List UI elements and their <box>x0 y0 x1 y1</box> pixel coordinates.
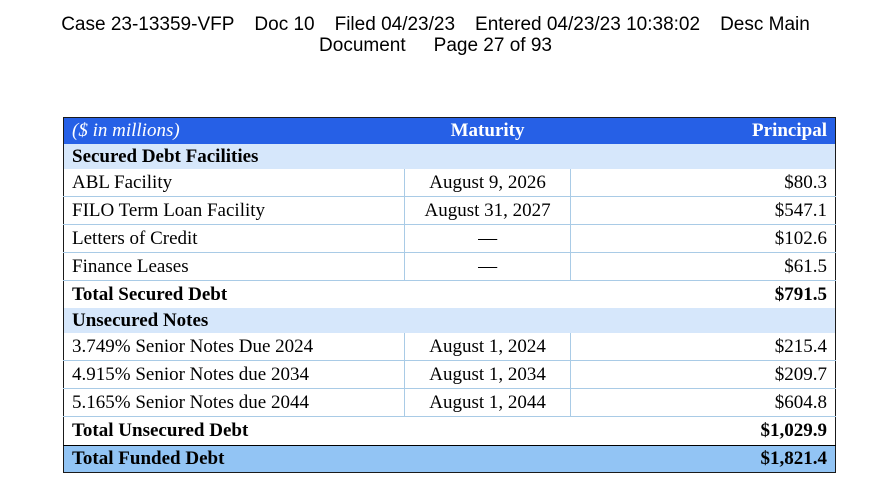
debt-name: FILO Term Loan Facility <box>64 197 405 225</box>
filing-header <box>0 14 871 56</box>
section-title-secured: Secured Debt Facilities <box>64 144 836 169</box>
table-row <box>64 197 836 225</box>
debt-name: 3.749% Senior Notes Due 2024 <box>64 333 405 361</box>
table-row <box>64 389 836 417</box>
debt-principal: $209.7 <box>570 361 835 389</box>
debt-maturity: — <box>405 253 570 281</box>
debt-principal: $80.3 <box>570 169 835 197</box>
total-label-secured: Total Secured Debt <box>64 281 405 309</box>
column-header-units: ($ in millions) <box>64 118 405 145</box>
total-row-secured <box>64 281 836 309</box>
total-blank <box>405 417 570 446</box>
debt-name: 4.915% Senior Notes due 2034 <box>64 361 405 389</box>
debt-maturity: August 1, 2044 <box>405 389 570 417</box>
table-row <box>64 361 836 389</box>
document-label: Document <box>319 35 406 56</box>
table-row <box>64 225 836 253</box>
table-row <box>64 333 836 361</box>
section-row-unsecured <box>64 308 836 333</box>
debt-maturity: August 9, 2026 <box>405 169 570 197</box>
doc-number: Doc 10 <box>254 14 315 35</box>
debt-principal: $102.6 <box>570 225 835 253</box>
grand-total-blank <box>405 446 570 473</box>
debt-maturity: — <box>405 225 570 253</box>
filing-header-line-2 <box>0 35 871 56</box>
table-header-row <box>64 118 836 145</box>
debt-name: 5.165% Senior Notes due 2044 <box>64 389 405 417</box>
case-number: Case 23-13359-VFP <box>61 14 235 35</box>
filed-date: Filed 04/23/23 <box>334 14 456 35</box>
grand-total-label: Total Funded Debt <box>64 446 405 473</box>
total-value-secured: $791.5 <box>570 281 835 309</box>
desc-label: Desc Main <box>720 14 810 35</box>
debt-principal: $61.5 <box>570 253 835 281</box>
filing-header-line-1 <box>0 14 871 35</box>
debt-principal: $604.8 <box>570 389 835 417</box>
debt-name: ABL Facility <box>64 169 405 197</box>
table-row <box>64 253 836 281</box>
page-number: Page 27 of 93 <box>433 35 552 56</box>
column-header-maturity: Maturity <box>405 118 570 145</box>
section-row-secured <box>64 144 836 169</box>
section-title-unsecured: Unsecured Notes <box>64 308 836 333</box>
debt-maturity: August 31, 2027 <box>405 197 570 225</box>
column-header-principal: Principal <box>570 118 835 145</box>
debt-maturity: August 1, 2024 <box>405 333 570 361</box>
total-value-unsecured: $1,029.9 <box>570 417 835 446</box>
debt-name: Letters of Credit <box>64 225 405 253</box>
debt-maturity: August 1, 2034 <box>405 361 570 389</box>
total-blank <box>405 281 570 309</box>
debt-name: Finance Leases <box>64 253 405 281</box>
entered-date: Entered 04/23/23 10:38:02 <box>475 14 701 35</box>
table-row <box>64 169 836 197</box>
funded-debt-table <box>63 117 836 473</box>
grand-total-row <box>64 446 836 473</box>
debt-principal: $547.1 <box>570 197 835 225</box>
total-row-unsecured <box>64 417 836 446</box>
total-label-unsecured: Total Unsecured Debt <box>64 417 405 446</box>
grand-total-value: $1,821.4 <box>570 446 835 473</box>
debt-principal: $215.4 <box>570 333 835 361</box>
